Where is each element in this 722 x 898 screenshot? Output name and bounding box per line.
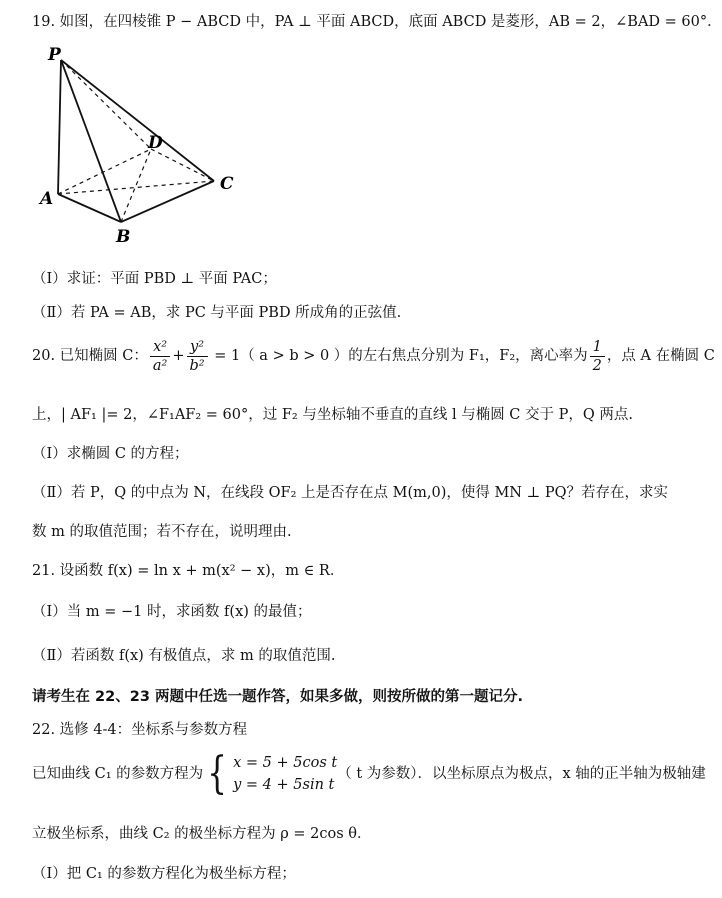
fraction-y-den: b² — [189, 357, 205, 374]
q22-stem-suffix: （ t 为参数）．以坐标原点为极点，x 轴的正半轴为极轴建 — [337, 766, 706, 782]
edge-PA — [58, 60, 61, 194]
q22-line2: 立极坐标系，曲线 C₂ 的极坐标方程为 ρ = 2cos θ． — [32, 826, 372, 842]
pyramid-figure — [36, 44, 246, 249]
system-lines — [233, 752, 337, 796]
q20-part2-line2: 数 m 的取值范围；若不存在，说明理由. — [32, 524, 292, 540]
q20-stem-end: ，点 A 在椭圆 C — [606, 348, 715, 364]
fraction-x — [150, 338, 170, 375]
label-D: D — [148, 133, 163, 153]
q19-stem: 19. 如图，在四棱锥 P − ABCD 中，PA ⊥ 平面 ABCD，底面 ABCD 是菱形，AB = 2，∠BAD = 60°． — [32, 14, 722, 30]
label-P: P — [48, 45, 61, 65]
q20-line2: 上，| AF₁ |= 2，∠F₁AF₂ = 60°，过 F₂ 与坐标轴不垂直的直线 l 与椭圆 C 交于 P，Q 两点. — [32, 407, 633, 423]
q19-part1: （Ⅰ）求证：平面 PBD ⊥ 平面 PAC； — [32, 271, 277, 287]
q20-part1: （Ⅰ）求椭圆 C 的方程； — [32, 446, 189, 462]
q20-part2-line1: （Ⅱ）若 P，Q 的中点为 N，在线段 OF₂ 上是否存在点 M(m,0)，使得 MN ⊥ PQ？若存在，求实 — [32, 485, 668, 501]
edge-PD — [61, 60, 151, 149]
q22-stem — [32, 748, 706, 799]
brace-icon: { — [207, 748, 227, 799]
edge-AD — [58, 149, 151, 194]
fraction-y — [187, 338, 208, 375]
selection-notice: 请考生在 22、23 两题中任选一题作答，如果多做，则按所做的第一题记分. — [32, 689, 523, 705]
q21-part1: （Ⅰ）当 m = −1 时，求函数 f(x) 的最值； — [32, 604, 312, 620]
q20-eq-rest: = 1（ a > b > 0 ）的左右焦点分别为 F₁，F₂，离心率为 — [209, 348, 588, 364]
fraction-x-num: x² — [150, 338, 170, 357]
fraction-y-num: y² — [187, 338, 208, 357]
q21-part2: （Ⅱ）若函数 f(x) 有极值点，求 m 的取值范围. — [32, 648, 336, 664]
q22-stem-prefix: 已知曲线 C₁ 的参数方程为 — [32, 766, 204, 782]
fraction-x-den: a² — [152, 357, 168, 374]
q22-title: 22. 选修 4-4：坐标系与参数方程 — [32, 722, 248, 738]
edge-DC — [151, 149, 214, 181]
q20-stem: 20. 已知椭圆 C： $\frac{\text{x²}}{\text{a²}}$ + $\frac{\text{y²}}{\text{b²}}$ = 1（ a > b > 0 ）的左右焦点分别为 F₁，F₂，离心率为 $\frac{1}{2}$ ，点 A 在椭圆 C — [32, 338, 715, 374]
label-B: B — [116, 227, 131, 247]
fraction-ecc-den: 2 — [592, 357, 602, 374]
fraction-ecc-num: 1 — [590, 338, 605, 357]
system-line-x: x = 5 + 5cos t — [233, 755, 338, 771]
edge-BC — [121, 181, 214, 222]
fraction-ecc — [590, 338, 605, 375]
label-C: C — [220, 174, 234, 194]
q22-part1: （Ⅰ）把 C₁ 的参数方程化为极坐标方程； — [32, 866, 296, 882]
system-line-y: y = 4 + 5sin t — [233, 777, 335, 793]
q20-prefix: 20. 已知椭圆 C： — [32, 348, 148, 364]
label-A: A — [40, 189, 54, 209]
param-system — [203, 748, 338, 799]
q21-stem: 21. 设函数 f(x) = ln x + m(x² − x)，m ∈ R． — [32, 563, 345, 579]
q19-part2: （Ⅱ）若 PA = AB，求 PC 与平面 PBD 所成角的正弦值. — [32, 305, 402, 321]
